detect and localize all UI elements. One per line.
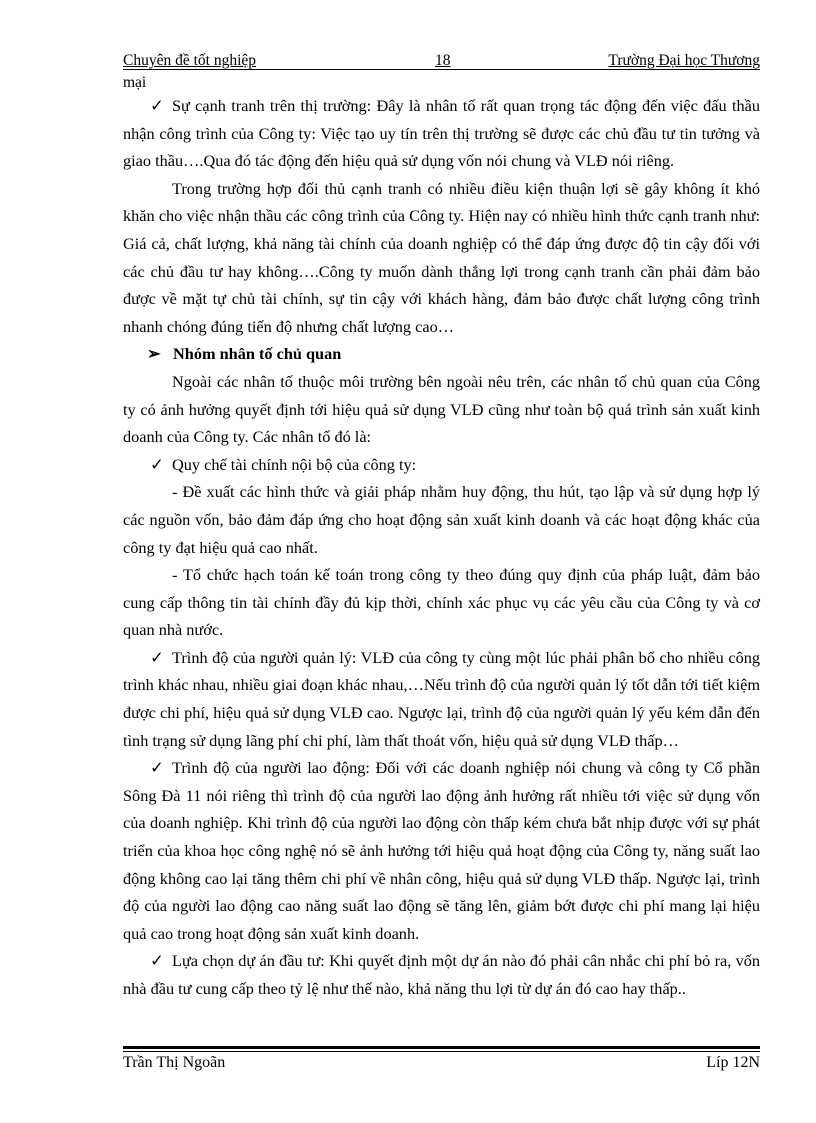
checklist-item-manager <box>123 644 760 754</box>
paragraph-dash-accounting: - Tổ chức hạch toán kế toán trong công ty theo đúng quy định của pháp luật, đảm bảo cung cấp thông tin tài chính đầy đủ kịp thời, chính xác phục vụ các yêu cầu của Công ty và cơ quan nhà nước. <box>123 565 760 640</box>
check-icon: ✓ <box>150 96 164 115</box>
paragraph-text: Quy chế tài chính nội bộ của công ty: <box>172 454 417 474</box>
checklist-item-project <box>123 947 760 1002</box>
section-heading <box>123 340 760 368</box>
paragraph-text: Trình độ của người quản lý: VLĐ của công ty cùng một lúc phải phân bổ cho nhiều công trình khác nhau, nhiều giai đoạn khác nhau,…Nếu trình độ của người quản lý tốt dẫn tới tiết kiệm được chi phí, hiệu quả sử dụng VLĐ cao. Ngược lại, trình độ của người quản lý yếu kém dẫn đến tình trạng sử dụng lãng phí chi phí, làm thất thoát vốn, hiệu quả sử dụng VLĐ thấp… <box>123 647 760 750</box>
page-header <box>123 52 760 70</box>
check-icon: ✓ <box>150 454 164 474</box>
document-body <box>123 92 760 1003</box>
footer-rule-thick <box>123 1046 760 1049</box>
header-continuation: mại <box>123 74 147 91</box>
paragraph-text: Lựa chọn dự án đầu tư: Khi quyết định một dự án nào đó phải cân nhắc chi phí bỏ ra, vốn nhà đầu tư cung cấp theo tỷ lệ như thế nào, khả năng thu lợi từ dự án đó cao hay thấp.. <box>123 951 760 998</box>
arrow-bullet-icon: ➢ <box>147 344 161 364</box>
check-icon: ✓ <box>150 951 164 971</box>
section-heading-text: Nhóm nhân tố chủ quan <box>173 344 342 364</box>
check-icon: ✓ <box>150 758 164 778</box>
header-page-number: 18 <box>435 52 451 69</box>
header-rule <box>123 69 760 70</box>
paragraph-subjective-intro: Ngoài các nhân tố thuộc môi trường bên ngoài nêu trên, các nhân tố chủ quan của Công ty có ảnh hưởng quyết định tới hiệu quả sử dụng VLĐ cũng như toàn bộ quá trình sản xuất kinh doanh của Công ty. Các nhân tố đó là: <box>123 371 760 447</box>
checklist-item-competition <box>123 92 760 175</box>
paragraph-text: Trình độ của người lao động: Đối với các doanh nghiệp nói chung và công ty Cổ phần Sông Đà 11 nói riêng thì trình độ của người lao động ảnh hưởng rất nhiều tới việc sử dụng vốn của doanh nghiệp. Khi trình độ của người lao động còn thấp kém chưa bắt nhịp được với sự phát triển của khoa học công nghệ nó sẽ ảnh hưởng tới hiệu quả hoạt động của Công ty, năng suất lao động không cao lại tăng thêm chi phí về nhân công, hiệu quả sử dụng VLĐ thấp. Ngược lại, trình độ của người lao động cao năng suất lao động sẽ tăng lên, giảm bớt được chi phí mang lại hiệu quả cao trong hoạt động sản xuất kinh doanh. <box>123 758 760 943</box>
footer-author: Trần Thị Ngoãn <box>123 1054 226 1071</box>
header-document-title: Chuyên đề tốt nghiệp <box>123 52 257 69</box>
checklist-item-finance-rules <box>123 451 760 479</box>
check-icon: ✓ <box>150 647 164 667</box>
paragraph-text: Sự cạnh tranh trên thị trường: Đây là nhân tố rất quan trọng tác động đến việc đấu thầu nhận công trình của Công ty: Việc tạo uy tín trên thị trường sẽ được các chủ đầu tư tin tưởng và giao thầu….Qua đó tác động đến hiệu quả sử dụng vốn nói chung và VLĐ nói riêng. <box>123 96 760 171</box>
header-school-name: Trường Đại học Thương <box>608 52 760 69</box>
checklist-item-workers <box>123 754 760 947</box>
paragraph-dash-capital: - Đề xuất các hình thức và giải pháp nhằm huy động, thu hút, tạo lập và sử dụng hợp lý các nguồn vốn, bảo đảm đáp ứng cho hoạt động sản xuất kinh doanh và các hoạt động khác của công ty đạt hiệu quả cao nhất. <box>123 482 760 557</box>
paragraph-competitor: Trong trường hợp đối thủ cạnh tranh có nhiều điều kiện thuận lợi sẽ gây không ít khó khăn cho việc nhận thầu các công trình của Công ty. Hiện nay có nhiều hình thức cạnh tranh như: Giá cả, chất lượng, khả năng tài chính của doanh nghiệp có thể đáp ứng được độ tin cậy đối với các chủ đầu tư hay không….Công ty muốn dành thắng lợi trong cạnh tranh cần phải đảm bảo được về mặt tự chủ tài chính, sự tin cậy với khách hàng, đảm bảo được chất lượng công trình nhanh chóng đúng tiến độ nhưng chất lượng cao… <box>123 178 760 336</box>
footer-rule-thin <box>123 1051 760 1052</box>
footer-class: Líp 12N <box>706 1054 760 1071</box>
